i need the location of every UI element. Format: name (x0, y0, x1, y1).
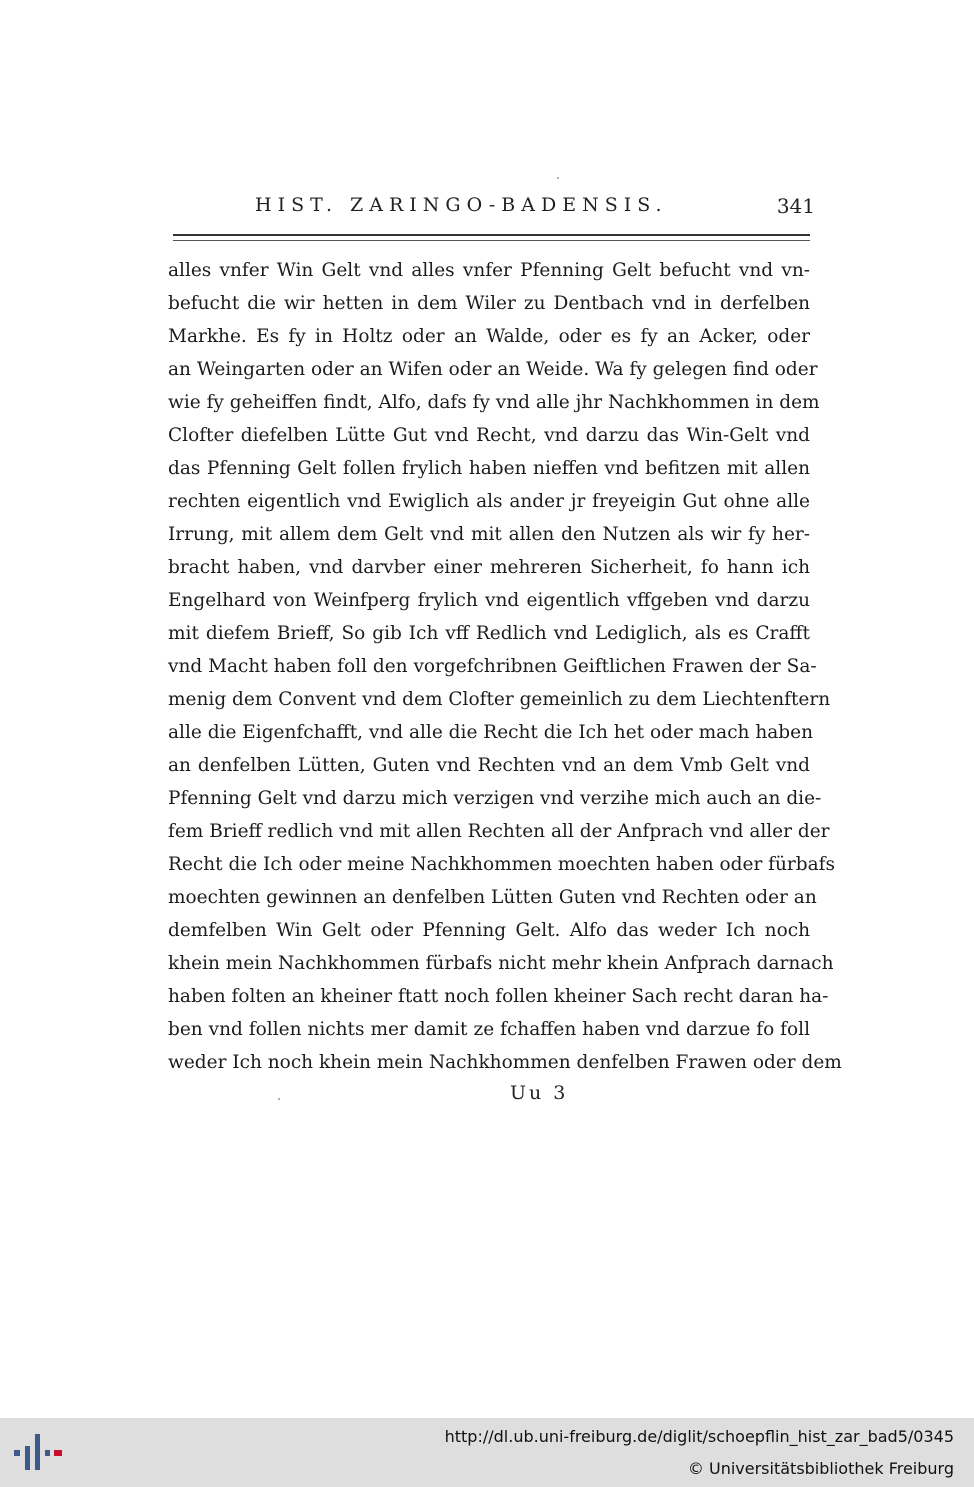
scan-speck (278, 1098, 280, 1100)
text-line: fem Brieff redlich vnd mit allen Rechten all der Anfprach vnd aller der (168, 821, 830, 842)
text-line: Clofter diefelben Lütte Gut vnd Recht, vnd darzu das Win-Gelt vnd (168, 425, 810, 446)
text-line: weder Ich noch khein mein Nachkhommen denfelben Frawen oder dem (168, 1052, 842, 1073)
catchword: Uu 3 (510, 1082, 569, 1104)
text-line: vnd Macht haben foll den vorgefchribnen Geiftlichen Frawen der Sa- (168, 656, 817, 677)
source-url-link[interactable]: http://dl.ub.uni-freiburg.de/diglit/schoepflin_hist_zar_bad5/0345 (444, 1427, 954, 1446)
text-line: das Pfenning Gelt follen frylich haben nieffen vnd befitzen mit allen (168, 458, 810, 479)
text-line: bracht haben, vnd darvber einer mehreren Sicherheit, fo hann ich (168, 557, 810, 578)
text-line: haben folten an kheiner ftatt noch follen kheiner Sach recht daran ha- (168, 986, 829, 1007)
text-line: menig dem Convent vnd dem Clofter gemeinlich zu dem Liechtenftern (168, 689, 831, 710)
text-line: Recht die Ich oder meine Nachkhommen moechten haben oder fürbafs (168, 854, 835, 875)
header-rule-thin (173, 240, 810, 241)
text-line: ben vnd follen nichts mer damit ze fchaffen haben vnd darzue fo foll (168, 1019, 810, 1040)
running-head: HIST. ZARINGO-BADENSIS. (255, 194, 668, 216)
scan-speck (557, 177, 559, 179)
footer-bar (0, 1418, 974, 1487)
text-line: Markhe. Es fy in Holtz oder an Walde, oder es fy an Acker, oder (168, 326, 810, 347)
copyright-notice: © Universitätsbibliothek Freiburg (687, 1459, 954, 1478)
text-line: Irrung, mit allem dem Gelt vnd mit allen den Nutzen als wir fy her- (168, 524, 810, 545)
page-header (255, 194, 815, 222)
text-line: alle die Eigenfchafft, vnd alle die Recht die Ich het oder mach haben (168, 722, 813, 743)
text-line: mit diefem Brieff, So gib Ich vff Redlich vnd Lediglich, als es Crafft (168, 623, 810, 644)
text-line: khein mein Nachkhommen fürbafs nicht mehr khein Anfprach darnach (168, 953, 834, 974)
text-line: wie fy geheiffen findt, Alfo, dafs fy vnd alle jhr Nachkhommen in dem (168, 392, 820, 413)
text-line: rechten eigentlich vnd Ewiglich als ander jr freyeigin Gut ohne alle (168, 491, 810, 512)
text-line: an denfelben Lütten, Guten vnd Rechten vnd an dem Vmb Gelt vnd (168, 755, 810, 776)
text-line: befucht die wir hetten in dem Wiler zu Dentbach vnd in derfelben (168, 293, 810, 314)
text-line: Engelhard von Weinfperg frylich vnd eigentlich vffgeben vnd darzu (168, 590, 810, 611)
body-text (168, 254, 842, 1079)
text-line: an Weingarten oder an Wifen oder an Weide. Wa fy gelegen find oder (168, 359, 818, 380)
page-number: 341 (776, 194, 815, 218)
text-line: alles vnfer Win Gelt vnd alles vnfer Pfenning Gelt befucht vnd vn- (168, 260, 810, 281)
header-rule-thick (173, 234, 810, 236)
text-line: demfelben Win Gelt oder Pfenning Gelt. Alfo das weder Ich noch (168, 920, 810, 941)
text-line: Pfenning Gelt vnd darzu mich verzigen vnd verzihe mich auch an die- (168, 788, 822, 809)
ub-freiburg-logo-icon (14, 1432, 64, 1472)
text-line: moechten gewinnen an denfelben Lütten Guten vnd Rechten oder an (168, 887, 817, 908)
